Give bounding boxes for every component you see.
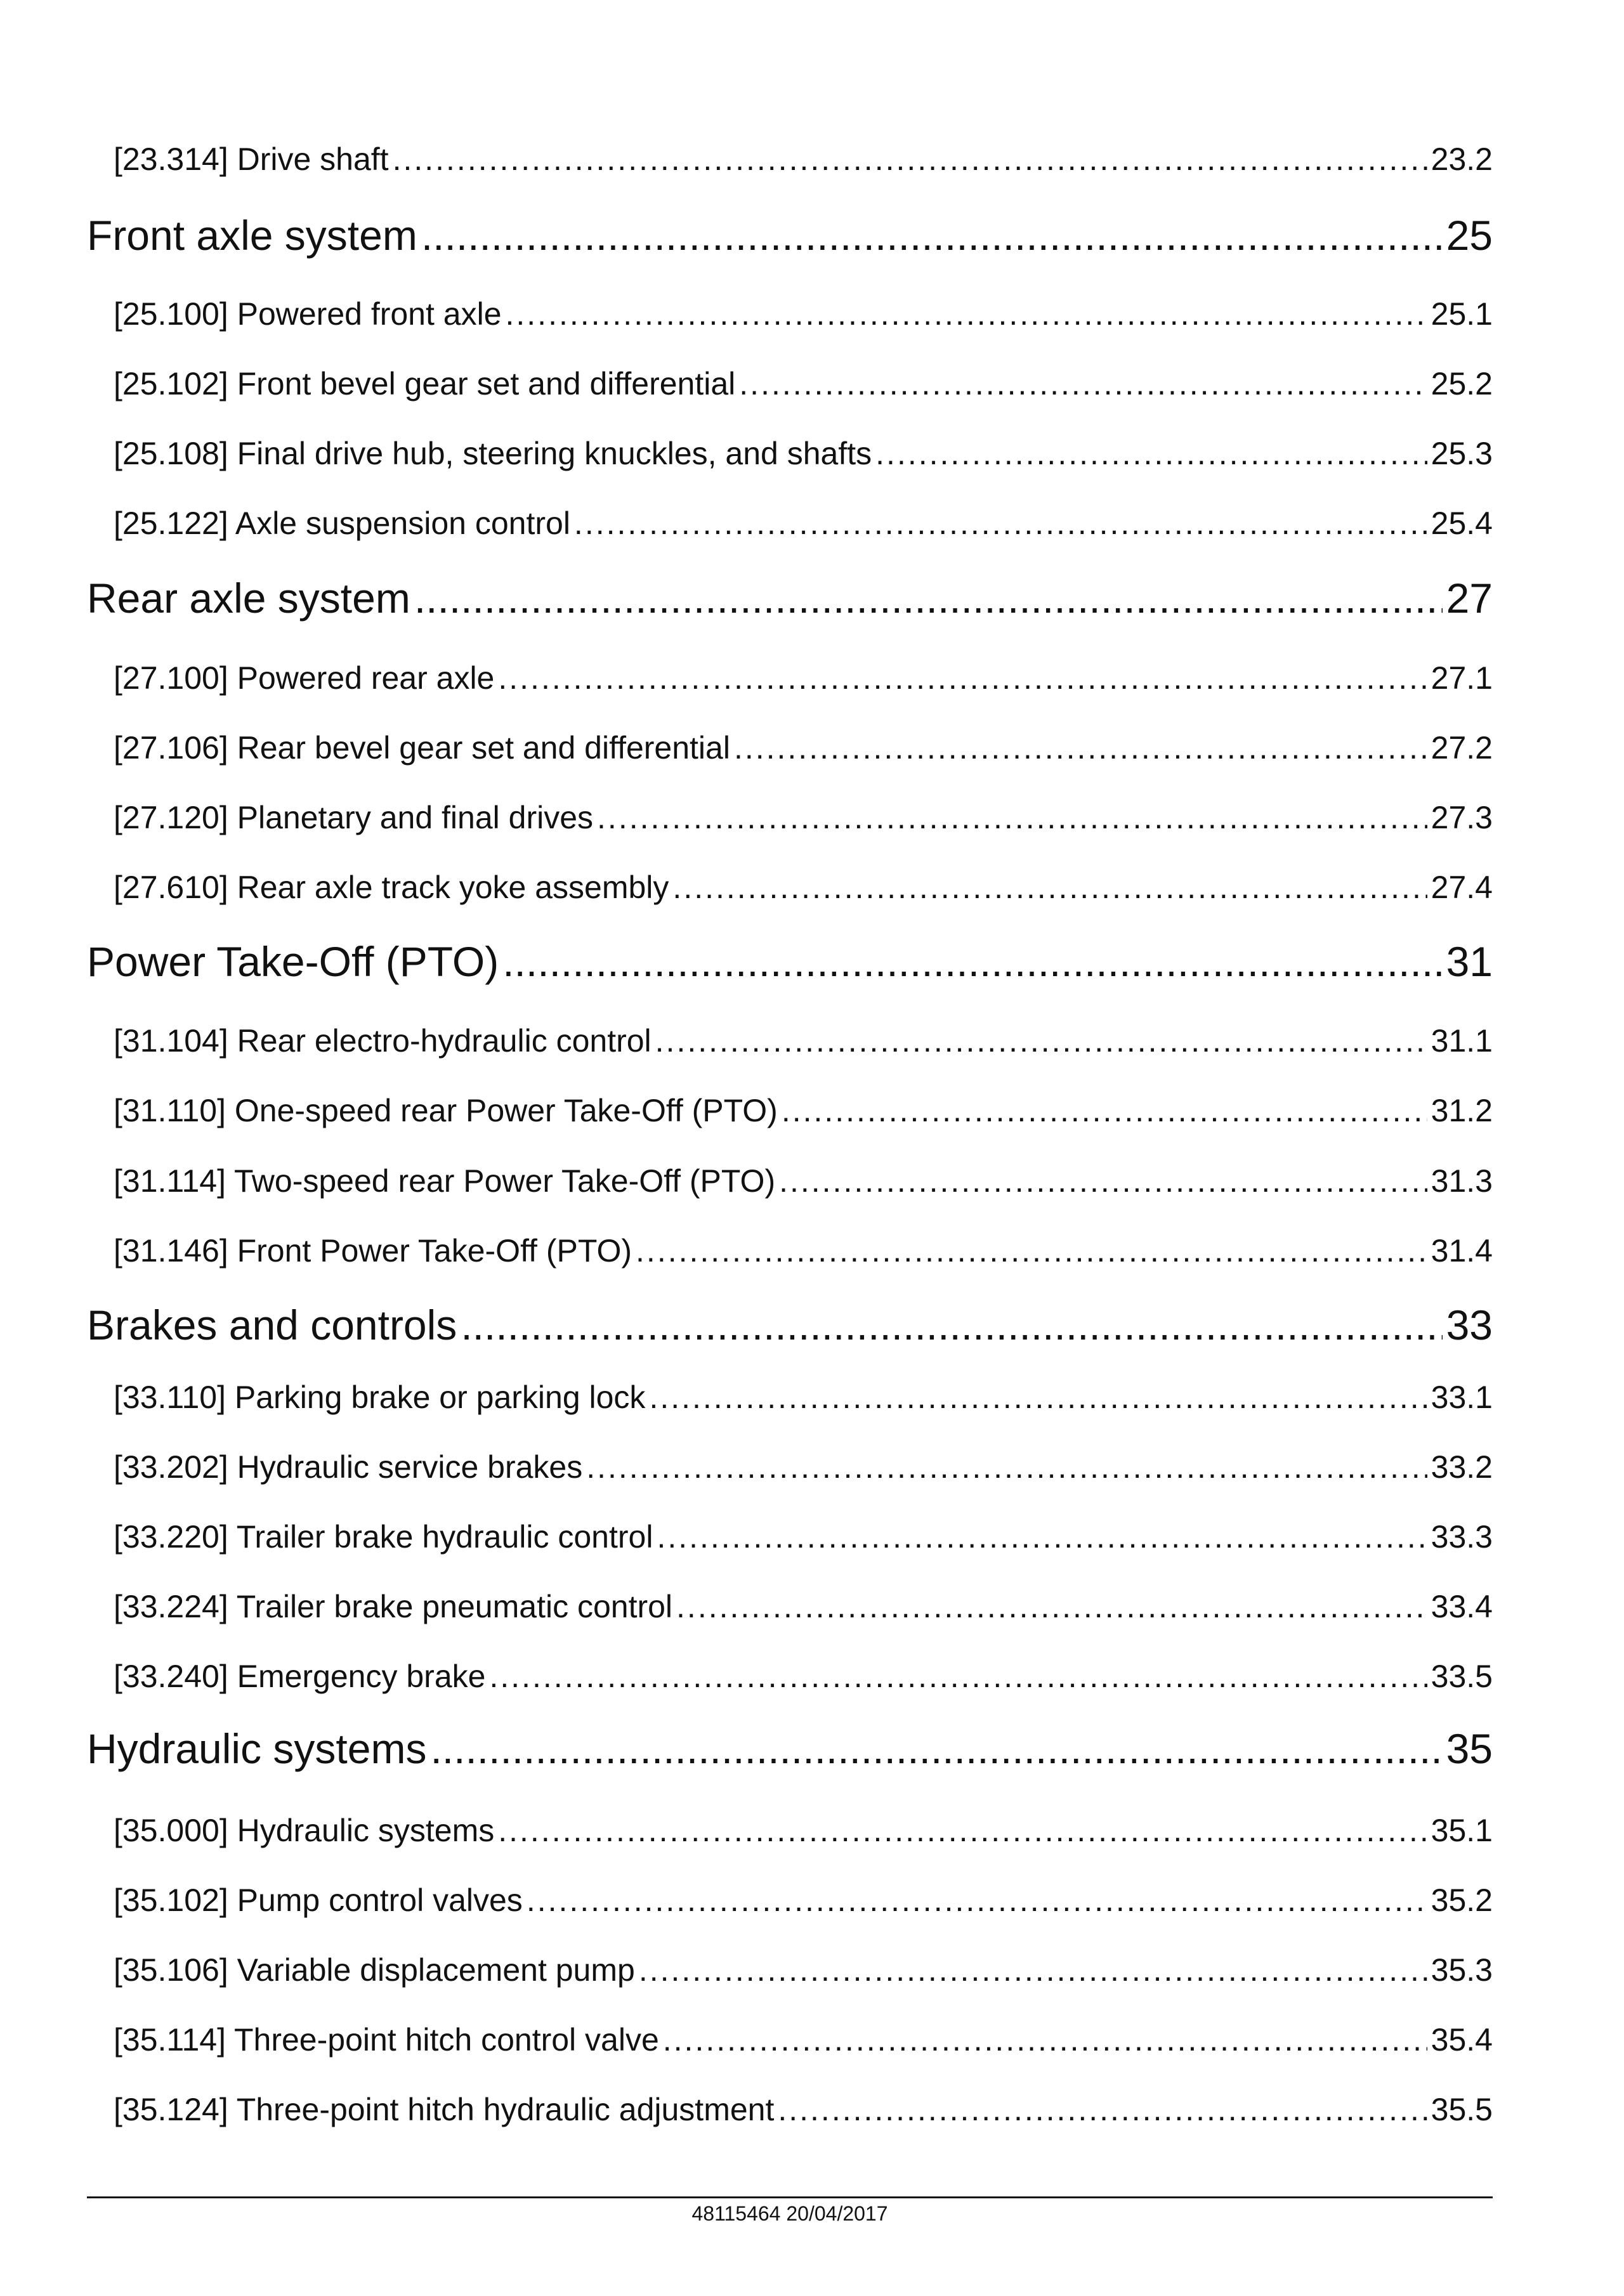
dot-leader <box>672 869 1427 906</box>
toc-entry-page: 27.4 <box>1431 870 1493 905</box>
toc-chapter-page: 33 <box>1446 1301 1493 1348</box>
toc-entry-label: [31.146] Front Power Take-Off (PTO) <box>114 1233 632 1269</box>
toc-entry-33-110[interactable] <box>114 1379 1493 1418</box>
toc-entry-label: [33.110] Parking brake or parking lock <box>114 1380 646 1415</box>
toc-entry-35-102[interactable] <box>114 1882 1493 1921</box>
dot-leader <box>430 1725 1442 1773</box>
toc-entry-27-106[interactable] <box>114 729 1493 769</box>
toc-entry-31-114[interactable] <box>114 1163 1493 1202</box>
toc-entry-25-108[interactable] <box>114 435 1493 474</box>
dot-leader <box>506 296 1427 332</box>
toc-entry-label: [31.104] Rear electro-hydraulic control <box>114 1023 652 1059</box>
toc-entry-page: 33.3 <box>1431 1519 1493 1555</box>
toc-entry-page: 31.2 <box>1431 1093 1493 1128</box>
dot-leader <box>498 1812 1427 1849</box>
dot-leader <box>421 211 1443 259</box>
toc-chapter-label: Power Take-Off (PTO) <box>87 938 499 985</box>
dot-leader <box>489 1658 1427 1695</box>
toc-entry-page: 27.2 <box>1431 730 1493 766</box>
toc-entry-35-124[interactable] <box>114 2091 1493 2130</box>
toc-entry-page: 33.2 <box>1431 1449 1493 1485</box>
toc-entry-page: 33.1 <box>1431 1380 1493 1415</box>
toc-entry-31-110[interactable] <box>114 1092 1493 1132</box>
toc-entry-35-106[interactable] <box>114 1952 1493 1991</box>
toc-entry-label: [25.100] Powered front axle <box>114 296 502 332</box>
toc-entry-label: [33.202] Hydraulic service brakes <box>114 1449 583 1485</box>
toc-entry-27-120[interactable] <box>114 799 1493 838</box>
toc-entry-27-610[interactable] <box>114 869 1493 908</box>
toc-entry-page: 31.3 <box>1431 1163 1493 1199</box>
toc-entry-page: 25.4 <box>1431 506 1493 541</box>
toc-entry-page: 35.1 <box>1431 1813 1493 1848</box>
toc-entry-page: 25.3 <box>1431 436 1493 471</box>
dot-leader <box>657 1518 1427 1555</box>
toc-chapter-label: Hydraulic systems <box>87 1725 427 1772</box>
toc-entry-35-114[interactable] <box>114 2021 1493 2061</box>
dot-leader <box>527 1882 1427 1919</box>
toc-entry-page: 35.2 <box>1431 1882 1493 1918</box>
toc-entry-page: 35.4 <box>1431 2022 1493 2058</box>
toc-entry-label: [35.000] Hydraulic systems <box>114 1813 495 1848</box>
toc-chapter-33[interactable] <box>87 1301 1493 1352</box>
toc-chapter-31[interactable] <box>87 937 1493 988</box>
toc-entry-label: [27.610] Rear axle track yoke assembly <box>114 870 669 905</box>
toc-entry-31-146[interactable] <box>114 1232 1493 1272</box>
toc-entry-page: 31.4 <box>1431 1233 1493 1269</box>
toc-entry-label: [27.106] Rear bevel gear set and differential <box>114 730 730 766</box>
dot-leader <box>875 435 1427 472</box>
toc-entry-label: [33.224] Trailer brake pneumatic control <box>114 1589 673 1624</box>
toc-entry-label: [27.120] Planetary and final drives <box>114 800 594 835</box>
toc-entry-page: 27.3 <box>1431 800 1493 835</box>
toc-chapter-label: Brakes and controls <box>87 1301 457 1348</box>
toc-entry-page: 23.2 <box>1431 141 1493 177</box>
toc-entry-page: 31.1 <box>1431 1023 1493 1059</box>
dot-leader <box>586 1449 1427 1485</box>
toc-entry-page: 33.5 <box>1431 1659 1493 1694</box>
toc-entry-label: [35.106] Variable displacement pump <box>114 1952 635 1988</box>
dot-leader <box>414 574 1443 622</box>
toc-entry-27-100[interactable] <box>114 660 1493 699</box>
dot-leader <box>778 2091 1427 2128</box>
toc-entry-33-240[interactable] <box>114 1658 1493 1697</box>
toc-entry-label: [27.100] Powered rear axle <box>114 660 495 696</box>
toc-chapter-27[interactable] <box>87 574 1493 625</box>
toc-entry-label: [25.102] Front bevel gear set and differential <box>114 366 736 401</box>
toc-entry-page: 35.3 <box>1431 1952 1493 1988</box>
toc-entry-label: [35.114] Three-point hitch control valve <box>114 2022 659 2058</box>
dot-leader <box>779 1163 1427 1199</box>
toc-entry-label: [33.240] Emergency brake <box>114 1659 486 1694</box>
toc-entry-label: [35.102] Pump control valves <box>114 1882 523 1918</box>
toc-chapter-label: Front axle system <box>87 212 417 259</box>
toc-entry-page: 35.5 <box>1431 2092 1493 2127</box>
dot-leader <box>502 937 1442 986</box>
toc-chapter-page: 35 <box>1446 1725 1493 1772</box>
toc-entry-25-122[interactable] <box>114 505 1493 544</box>
dot-leader <box>393 141 1427 178</box>
toc-entry-33-224[interactable] <box>114 1588 1493 1627</box>
toc-entry-23-314[interactable] <box>114 141 1493 180</box>
dot-leader <box>639 1952 1427 1988</box>
dot-leader <box>636 1232 1427 1269</box>
dot-leader <box>498 660 1427 696</box>
toc-chapter-page: 25 <box>1446 212 1493 259</box>
dot-leader <box>597 799 1427 836</box>
dot-leader <box>461 1301 1442 1349</box>
toc-chapter-label: Rear axle system <box>87 575 410 622</box>
toc-entry-page: 33.4 <box>1431 1589 1493 1624</box>
toc-entry-label: [25.122] Axle suspension control <box>114 506 570 541</box>
toc-entry-25-102[interactable] <box>114 365 1493 405</box>
toc-entry-35-000[interactable] <box>114 1812 1493 1851</box>
toc-entry-label: [33.220] Trailer brake hydraulic control <box>114 1519 653 1555</box>
dot-leader <box>649 1379 1427 1416</box>
toc-chapter-35[interactable] <box>87 1725 1493 1775</box>
toc-entry-page: 25.2 <box>1431 366 1493 401</box>
toc-entry-33-220[interactable] <box>114 1518 1493 1558</box>
toc-entry-page: 25.1 <box>1431 296 1493 332</box>
dot-leader <box>676 1588 1427 1625</box>
toc-entry-label: [35.124] Three-point hitch hydraulic adjustment <box>114 2092 775 2127</box>
dot-leader <box>574 505 1427 542</box>
toc-entry-label: [23.314] Drive shaft <box>114 141 389 177</box>
footer-divider <box>87 2196 1493 2198</box>
toc-entry-33-202[interactable] <box>114 1449 1493 1488</box>
toc-chapter-25[interactable] <box>87 211 1493 262</box>
toc-chapter-page: 31 <box>1446 938 1493 985</box>
dot-leader <box>734 729 1427 766</box>
toc-entry-label: [31.110] One-speed rear Power Take-Off (PTO) <box>114 1093 778 1128</box>
dot-leader <box>663 2021 1427 2058</box>
toc-entry-page: 27.1 <box>1431 660 1493 696</box>
toc-entry-31-104[interactable] <box>114 1022 1493 1062</box>
dot-leader <box>655 1022 1427 1059</box>
toc-entry-label: [25.108] Final drive hub, steering knuckles, and shafts <box>114 436 872 471</box>
dot-leader <box>782 1092 1427 1129</box>
dot-leader <box>739 365 1427 402</box>
toc-entry-label: [31.114] Two-speed rear Power Take-Off (PTO) <box>114 1163 776 1199</box>
footer-document-code: 48115464 20/04/2017 <box>691 2202 888 2225</box>
toc-chapter-page: 27 <box>1446 575 1493 622</box>
toc-entry-25-100[interactable] <box>114 296 1493 335</box>
